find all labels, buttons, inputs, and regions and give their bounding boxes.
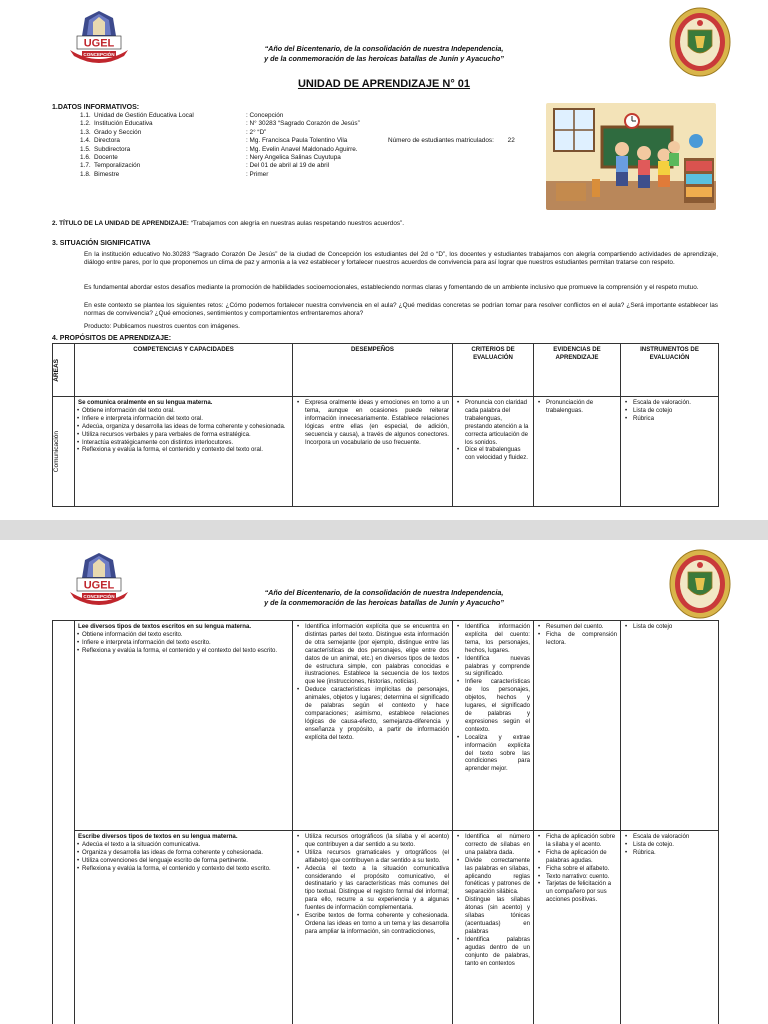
competencia-cell: Escribe diversos tipos de textos en su lengua materna. • Adecúa el texto a la situación comunicativa. • Organiza y desarrolla las ideas de forma coherente y cohesionada. • Utiliza convenciones del lenguaje escrito de forma pertinente. • Reflexiona y evalúa la forma, el contenido y contexto del texto escrito. xyxy=(75,831,293,1024)
list-item: • Reflexiona y evalúa la forma, el contenido y contexto del texto escrito. xyxy=(78,865,289,873)
list-item: • Resumen del cuento. xyxy=(537,623,617,631)
header-areas: ÁREAS xyxy=(53,344,75,397)
evidencias-cell xyxy=(534,397,621,507)
table-row xyxy=(53,397,719,507)
competencia-cell: Se comunica oralmente en su lengua materna. • Obtiene información del texto oral. • Infiere e interpreta información del texto oral. • Adecúa, organiza y desarrolla las ideas de forma coherente y cohesionada. • Utiliza recursos verbales y para verbales de forma estratégica. • Interactúa estratégicamente con distintos interlocutores. • Reflexiona y evalúa la forma, el contenido y contexto del texto oral. xyxy=(75,397,293,507)
table-row xyxy=(53,621,719,831)
instrumentos-cell xyxy=(621,831,719,1024)
criterios-cell xyxy=(453,621,534,831)
list-item: • Obtiene información del texto oral. xyxy=(78,407,289,415)
info-row: 1.5. Subdirectora : Mg. Evelin Anavel Maldonado Aguirre. xyxy=(80,145,358,153)
list-item: • Utiliza recursos verbales y para verbales de forma estratégica. xyxy=(78,431,289,439)
header-instrumentos: INSTRUMENTOS DE EVALUACIÓN xyxy=(621,344,719,397)
section-3-heading: 3. SITUACIÓN SIGNIFICATIVA xyxy=(52,240,151,247)
list-item: • Identifica palabras agudas dentro de un conjunto de palabras, tanto en contextos xyxy=(456,936,530,968)
list-item: • Texto narrativo: cuento. xyxy=(537,873,617,881)
evidencias-cell xyxy=(534,621,621,831)
list-item: • Obtiene información del texto escrito. xyxy=(78,631,289,639)
desempenos-cell xyxy=(293,397,453,507)
section-4-heading: 4. PROPÓSITOS DE APRENDIZAJE: xyxy=(52,335,172,342)
list-item: • Pronunciación de trabalenguas. xyxy=(537,399,617,415)
criterios-cell xyxy=(453,831,534,1024)
criterios-cell xyxy=(453,397,534,507)
info-row: 1.2. Institución Educativa : N° 30283 “Sagrado Corazón de Jesús” xyxy=(80,120,360,128)
desempenos-cell xyxy=(293,831,453,1024)
svg-text:CONCEPCIÓN: CONCEPCIÓN xyxy=(83,51,115,57)
list-item: • Adecúa el texto a la situación comunicativa. xyxy=(78,841,289,849)
propositos-table xyxy=(52,343,719,507)
info-row: 1.6. Docente : Nery Angelica Salinas Cuyutupa xyxy=(80,154,341,162)
list-item: • Identifica información explícita del cuento: tema, los personajes, hechos, lugares. xyxy=(456,623,530,655)
desempenos-cell xyxy=(293,621,453,831)
list-item: • Ficha de aplicación sobre la sílaba y el acento. xyxy=(537,833,617,849)
list-item: • Rúbrica. xyxy=(624,849,715,857)
list-item: • Infiere e interpreta información del texto oral. xyxy=(78,415,289,423)
evidencias-cell xyxy=(534,831,621,1024)
list-item: • Utiliza convenciones del lenguaje escrito de forma pertinente. xyxy=(78,857,289,865)
document-title: UNIDAD DE APRENDIZAJE N° 01 xyxy=(297,78,471,90)
list-item: • Localiza y extrae información explícita del texto sobre las condiciones para aprender mejor. xyxy=(456,734,530,774)
header-criterios: CRITERIOS DE EVALUACIÓN xyxy=(453,344,534,397)
classroom-illustration xyxy=(546,103,716,210)
list-item: • Infiere características de los personajes, objetos, hechos y lugares, el significado de palabras y expresiones según el contexto. xyxy=(456,678,530,733)
info-row: 1.7. Temporalización : Del 01 de abril al 19 de abril xyxy=(80,162,330,170)
list-item: • Reflexiona y evalúa la forma, el contenido y el contexto del texto escrito. xyxy=(78,647,289,655)
list-item: • Lista de cotejo. xyxy=(624,841,715,849)
area-cell xyxy=(53,621,75,1024)
instrumentos-cell xyxy=(621,397,719,507)
list-item: • Ficha de comprensión lectora. xyxy=(537,631,617,647)
list-item: • Tarjetas de felicitación a un compañero por sus acciones positivas. xyxy=(537,880,617,904)
header-desempenos: DESEMPEÑOS xyxy=(293,344,453,397)
list-item: • Ficha sobre el alfabeto. xyxy=(537,865,617,873)
table-row xyxy=(53,831,719,1024)
list-item: • Interactúa estratégicamente con distintos interlocutores. xyxy=(78,439,289,447)
school-crest-logo xyxy=(668,548,732,620)
situacion-paragraph-2: Es fundamental abordar estos desafíos mediante la promoción de habilidades socioemocionales, estableciendo normas claras y fomentando de un ambiente inclusivo que promueve la comprensión y el respeto mutuo. xyxy=(84,284,699,291)
list-item: • Escala de valoración xyxy=(624,833,715,841)
header-evidencias: EVIDENCIAS DE APRENDIZAJE xyxy=(534,344,621,397)
list-item: • Utiliza recursos ortográficos (la sílaba y el acento) que contribuyen a dar sentido a su texto. xyxy=(296,833,449,849)
list-item: • Infiere e interpreta información del texto escrito. xyxy=(78,639,289,647)
datos-informativos xyxy=(80,112,486,179)
propositos-table-continued xyxy=(52,620,719,1024)
list-item: • Identifica nuevas palabras y comprende su significado. xyxy=(456,655,530,679)
list-item: • Escribe textos de forma coherente y cohesionada. Ordena las ideas en torno a un tema y las desarrolla para ampliar la información, sin contradicciones, xyxy=(296,912,449,936)
list-item: • Lista de cotejo xyxy=(624,623,715,631)
list-item: • Utiliza recursos gramaticales y ortográficos (el alfabeto) que contribuyen a dar sentido a su texto. xyxy=(296,849,449,865)
list-item: • Deduce características implícitas de personajes, animales, objetos y lugares; determina el significado de palabras según el contexto y hace comparaciones; asimismo, establece relaciones lógicas de causa-efecto, semejanza-diferencia y enseñanza y propósito, a partir de información explícita del texto. xyxy=(296,686,449,741)
list-item: • Organiza y desarrolla las ideas de forma coherente y cohesionada. xyxy=(78,849,289,857)
competencia-cell: Lee diversos tipos de textos escritos en su lengua materna. • Obtiene información del texto escrito. • Infiere e interpreta información del texto escrito. • Reflexiona y evalúa la forma, el contenido y el contexto del texto escrito. xyxy=(75,621,293,831)
list-item: • Pronuncia con claridad cada palabra del trabalenguas, prestando atención a la correcta articulación de los sonidos. xyxy=(456,399,530,446)
table-header-row xyxy=(53,344,719,397)
list-item: • Identifica el número correcto de sílabas en una palabra dada. xyxy=(456,833,530,857)
info-row: 1.3. Grado y Sección : 2° “D” xyxy=(80,128,267,136)
list-item: • Lista de cotejo xyxy=(624,407,715,415)
svg-text:UGEL: UGEL xyxy=(83,37,115,50)
situacion-paragraph-3: En este contexto se plantea los siguientes retos: ¿Cómo podemos fortalecer nuestra convivencia en el aula? ¿Qué medidas concretas se podrían tomar para resolver conflictos en el aula? ¿Será importante establecer las normas de convivencia? ¿Qué emociones, sentimientos y comportamientos enfrentaremos ahora? xyxy=(84,302,718,318)
producto-line: Producto: Publicamos nuestros cuentos con imágenes. xyxy=(84,323,240,330)
list-item: • Ficha de aplicación de palabras agudas. xyxy=(537,849,617,865)
svg-text:UGEL: UGEL xyxy=(83,579,115,592)
list-item: • Escala de valoración. xyxy=(624,399,715,407)
list-item: • Adecúa el texto a la situación comunicativa considerando el propósito comunicativo, el destinatario y las características más comunes del tipo textual. Distingue el registro formal del informal; para ello, recurre a su experiencia y a algunas fuentes de información complementaria. xyxy=(296,865,449,912)
list-item: • Reflexiona y evalúa la forma, el contenido y contexto del texto oral. xyxy=(78,446,289,454)
list-item: • Divide correctamente las palabras en sílabas, aplicando reglas fonéticas y patrones de separación silábica. xyxy=(456,857,530,897)
document-page-2 xyxy=(0,540,768,1024)
area-cell: Comunicación xyxy=(53,397,75,507)
list-item: • Distingue las sílabas átonas (sin acento) y sílabas tónicas (acentuadas) en palabras xyxy=(456,896,530,936)
section-1-heading: 1.DATOS INFORMATIVOS: xyxy=(52,104,140,111)
school-crest-logo xyxy=(668,6,732,78)
matriculados: Número de estudiantes matriculados: 22 xyxy=(388,137,515,144)
motto: “Año del Bicentenario, de la consolidación de nuestra Independencia, y de la conmemoración de las heroicas batallas de Junín y Ayacucho” xyxy=(264,44,504,63)
list-item: • Dice el trabalenguas con velocidad y fluidez. xyxy=(456,446,530,462)
list-item: • Identifica información explícita que se encuentra en distintas partes del texto. Distingue esta información de otra semejante (por ejemplo, distingue entre las características de dos personajes, elige entre dos datos de un animal, etc.) en diversos tipos de textos de estructura simple, con palabras conocidas e ilustraciones. Establece la secuencia de los textos que lee (instrucciones, historias, noticias). xyxy=(296,623,449,686)
instrumentos-cell xyxy=(621,621,719,831)
motto: “Año del Bicentenario, de la consolidación de nuestra Independencia, y de la conmemoración de las heroicas batallas de Junín y Ayacucho” xyxy=(264,588,504,607)
info-row: 1.8. Bimestre : Primer xyxy=(80,170,269,178)
list-item: • Expresa oralmente ideas y emociones en torno a un tema, aunque en ocasiones puede reiterar información innecesariamente. Establece relaciones lógicas entre ellas (en especial, de adición, secuencia y causa), a través de algunos conectores. Incorpora un vocabulario de uso frecuente. xyxy=(296,399,449,446)
section-2: 2. TÍTULO DE LA UNIDAD DE APRENDIZAJE: “Trabajamos con alegría en nuestras aulas respetando nuestros acuerdos”. xyxy=(52,220,404,227)
info-row: 1.4. Directora : Mg. Francisca Paula Tolentino Vila xyxy=(80,137,348,145)
list-item: • Rúbrica xyxy=(624,415,715,423)
svg-text:CONCEPCIÓN: CONCEPCIÓN xyxy=(83,593,115,599)
list-item: • Adecúa, organiza y desarrolla las ideas de forma coherente y cohesionada. xyxy=(78,423,289,431)
header-competencias: COMPETENCIAS Y CAPACIDADES xyxy=(75,344,293,397)
situacion-paragraph-1: En la institución educativo No.30283 “Sagrado Corazón De Jesús” de la ciudad de Concepción los estudiantes del 2d o “D”, los docentes y estudiantes trabajamos con alegría compartiendo actividades de aprendizaje, diálogo entre pares, por lo que proponemos un clima de paz y armonía a la vez establecer y fortalecer nuestros acuerdos de convivencia para así lograr que nuestros estudiantes permitan tratarse con respeto. xyxy=(84,251,718,267)
info-row: 1.1. Unidad de Gestión Educativa Local : Concepción xyxy=(80,112,284,119)
